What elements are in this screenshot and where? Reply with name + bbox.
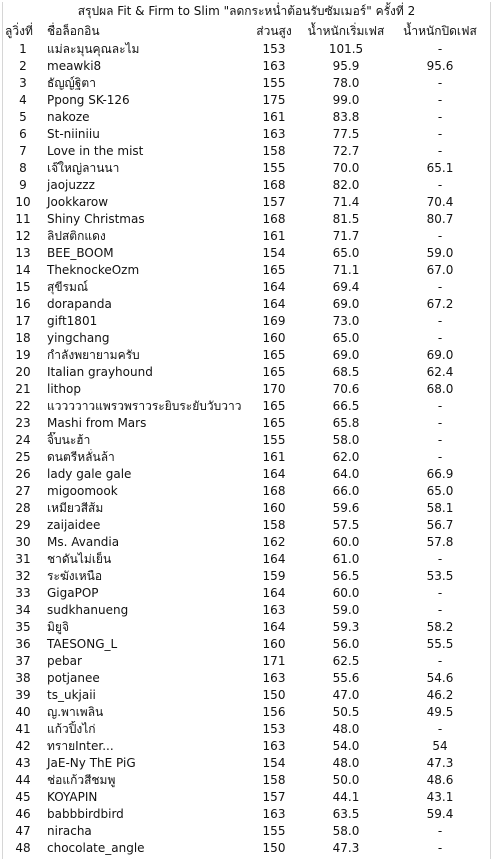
end-weight-cell: 55.5 [426,637,454,651]
start-weight-cell: 60.0 [332,535,360,549]
page-title: สรุปผล Fit & Firm to Slim "ลดกระหน่ำต้อนรับซัมเมอร์" ครั้งที่ 2 [77,4,416,18]
rank-cell: 41 [15,722,31,736]
end-weight-cell: 58.1 [426,501,454,515]
start-weight-cell: 48.0 [332,722,360,736]
end-weight-cell: - [437,127,443,141]
height-cell: 158 [262,144,286,158]
table-row [3,143,491,160]
name-cell: St-niiniiu [47,127,100,141]
table-row [3,823,491,840]
name-cell: yingchang [47,331,110,345]
table-row [3,602,491,619]
start-weight-cell: 69.4 [332,280,360,294]
end-weight-cell: - [437,433,443,447]
height-cell: 155 [262,433,286,447]
table-row [3,704,491,721]
height-cell: 156 [262,705,286,719]
height-cell: 165 [262,365,286,379]
rank-cell: 13 [15,246,31,260]
table-row [3,568,491,585]
rank-cell: 27 [15,484,31,498]
rank-cell: 11 [15,212,31,226]
start-weight-cell: 47.3 [332,841,360,855]
start-weight-cell: 58.0 [332,824,360,838]
name-cell: niracha [47,824,92,838]
table-row [3,75,491,92]
end-weight-cell: - [437,42,443,56]
header-height: ส่วนสูง [256,24,292,38]
end-weight-cell: - [437,450,443,464]
start-weight-cell: 50.5 [332,705,360,719]
rank-cell: 29 [15,518,31,532]
end-weight-cell: 70.4 [426,195,454,209]
table-row [3,840,491,857]
rank-cell: 40 [15,705,31,719]
rank-cell: 16 [15,297,31,311]
table-row [3,41,491,58]
rank-cell: 26 [15,467,31,481]
name-cell: แม่ละมุนคุณละไม [47,42,140,56]
name-cell: Love in the mist [47,144,144,158]
height-cell: 154 [262,756,286,770]
height-cell: 169 [262,314,286,328]
table-row [3,262,491,279]
height-cell: 155 [262,824,286,838]
start-weight-cell: 59.0 [332,603,360,617]
name-cell: jaojuzzz [47,178,95,192]
table-row [3,772,491,789]
end-weight-cell: - [437,603,443,617]
table-row [3,721,491,738]
rank-cell: 6 [19,127,27,141]
height-cell: 150 [262,841,286,855]
name-cell: สุขีรมณ์ [47,280,89,294]
name-cell: GigaPOP [47,586,99,600]
table-row [3,160,491,177]
table-row [3,228,491,245]
rank-cell: 28 [15,501,31,515]
start-weight-cell: 59.3 [332,620,360,634]
rank-cell: 8 [19,161,27,175]
rank-cell: 47 [15,824,31,838]
name-cell: กำลังพยายามครับ [47,348,140,362]
name-cell: ระฆังเหนือ [47,569,103,583]
start-weight-cell: 60.0 [332,586,360,600]
height-cell: 154 [262,246,286,260]
rank-cell: 5 [19,110,27,124]
name-cell: แก้วปิ้งไก่ [47,722,96,736]
name-cell: ช่อแก้วสีชมพู [47,773,116,787]
end-weight-cell: - [437,314,443,328]
height-cell: 160 [262,331,286,345]
start-weight-cell: 77.5 [332,127,360,141]
name-cell: Ms. Avandia [47,535,120,549]
height-cell: 161 [262,229,286,243]
rank-cell: 18 [15,331,31,345]
name-cell: มิยูจิ [47,620,69,634]
height-cell: 170 [262,382,286,396]
end-weight-cell: - [437,722,443,736]
rank-cell: 44 [15,773,31,787]
height-cell: 163 [262,59,286,73]
table-row [3,670,491,687]
name-cell: Italian grayhound [47,365,153,379]
start-weight-cell: 82.0 [332,178,360,192]
end-weight-cell: - [437,654,443,668]
name-cell: Mashi from Mars [47,416,147,430]
height-cell: 168 [262,484,286,498]
name-cell: sudkhanueng [47,603,129,617]
name-cell: BEE_BOOM [47,246,114,260]
start-weight-cell: 72.7 [332,144,360,158]
name-cell: Ppong SK-126 [47,93,130,107]
table-row [3,466,491,483]
rank-cell: 48 [15,841,31,855]
header-rank: ลูวิ่งที่ [5,24,33,38]
name-cell: nakoze [47,110,90,124]
start-weight-cell: 63.5 [332,807,360,821]
results-table [3,21,491,857]
name-cell: KOYAPIN [47,790,98,804]
height-cell: 162 [262,535,286,549]
height-cell: 161 [262,110,286,124]
height-cell: 159 [262,569,286,583]
rank-cell: 3 [19,76,27,90]
height-cell: 153 [262,42,286,56]
height-cell: 160 [262,637,286,651]
height-cell: 157 [262,790,286,804]
end-weight-cell: 57.8 [426,535,454,549]
start-weight-cell: 58.0 [332,433,360,447]
table-row [3,92,491,109]
name-cell: ทรายInter... [47,739,114,753]
rank-cell: 22 [15,399,31,413]
name-cell: Jookkarow [47,195,109,209]
rank-cell: 14 [15,263,31,277]
rank-cell: 42 [15,739,31,753]
name-cell: zaijaidee [47,518,101,532]
start-weight-cell: 73.0 [332,314,360,328]
height-cell: 164 [262,552,286,566]
rank-cell: 30 [15,535,31,549]
start-weight-cell: 78.0 [332,76,360,90]
table-row [3,126,491,143]
table-row [3,109,491,126]
start-weight-cell: 69.0 [332,348,360,362]
end-weight-cell: 54.6 [426,671,454,685]
rank-cell: 35 [15,620,31,634]
rank-cell: 17 [15,314,31,328]
start-weight-cell: 48.0 [332,756,360,770]
end-weight-cell: 62.4 [426,365,454,379]
rank-cell: 20 [15,365,31,379]
end-weight-cell: - [437,331,443,345]
height-cell: 164 [262,297,286,311]
table-row [3,58,491,75]
name-cell: dorapanda [47,297,112,311]
rank-cell: 10 [15,195,31,209]
start-weight-cell: 71.4 [332,195,360,209]
name-cell: lady gale gale [47,467,132,481]
name-cell: เหมียวสีส้ม [47,501,104,515]
start-weight-cell: 47.0 [332,688,360,702]
start-weight-cell: 95.9 [332,59,360,73]
height-cell: 161 [262,450,286,464]
table-row [3,313,491,330]
height-cell: 163 [262,603,286,617]
height-cell: 168 [262,212,286,226]
end-weight-cell: 58.2 [426,620,454,634]
start-weight-cell: 71.7 [332,229,360,243]
start-weight-cell: 66.5 [332,399,360,413]
rank-cell: 39 [15,688,31,702]
end-weight-cell: 47.3 [426,756,454,770]
table-row [3,653,491,670]
start-weight-cell: 44.1 [332,790,360,804]
rank-cell: 38 [15,671,31,685]
end-weight-cell: - [437,586,443,600]
table-row [3,296,491,313]
height-cell: 165 [262,348,286,362]
start-weight-cell: 66.0 [332,484,360,498]
table-row [3,755,491,772]
name-cell: Shiny Christmas [47,212,145,226]
name-cell: chocolate_angle [47,841,145,855]
height-cell: 164 [262,620,286,634]
table-row [3,500,491,517]
table-row [3,381,491,398]
start-weight-cell: 69.0 [332,297,360,311]
table-row [3,364,491,381]
height-cell: 163 [262,671,286,685]
start-weight-cell: 65.0 [332,246,360,260]
name-cell: meawki8 [47,59,102,73]
end-weight-cell: 48.6 [426,773,454,787]
table-row [3,330,491,347]
name-cell: ธัญญ์ฐิตา [47,76,96,90]
table-row [3,398,491,415]
end-weight-cell: 67.0 [426,263,454,277]
end-weight-cell: - [437,229,443,243]
start-weight-cell: 62.5 [332,654,360,668]
rank-cell: 31 [15,552,31,566]
name-cell: แววววาวแพรวพราวระยิบระยับวับวาว [47,399,242,413]
name-cell: ญ.พาเพลิน [47,705,104,719]
height-cell: 165 [262,416,286,430]
height-cell: 155 [262,76,286,90]
name-cell: TheknockeOzm [47,263,140,277]
header-start-weight: น้ำหนักเริ่มเฟส [307,24,385,38]
rank-cell: 45 [15,790,31,804]
rank-cell: 32 [15,569,31,583]
end-weight-cell: 95.6 [426,59,454,73]
end-weight-cell: - [437,76,443,90]
start-weight-cell: 55.6 [332,671,360,685]
end-weight-cell: 80.7 [426,212,454,226]
end-weight-cell: 69.0 [426,348,454,362]
start-weight-cell: 57.5 [332,518,360,532]
end-weight-cell: - [437,110,443,124]
rank-cell: 24 [15,433,31,447]
height-cell: 155 [262,161,286,175]
name-cell: ดนตรีหลั่นล้า [47,450,115,464]
end-weight-cell: 65.1 [426,161,454,175]
table-row [3,806,491,823]
table-row [3,585,491,602]
end-weight-cell: - [437,416,443,430]
start-weight-cell: 83.8 [332,110,360,124]
height-cell: 163 [262,807,286,821]
height-cell: 175 [262,93,286,107]
rank-cell: 34 [15,603,31,617]
name-cell: pebar [47,654,82,668]
end-weight-cell: 59.4 [426,807,454,821]
height-cell: 157 [262,195,286,209]
start-weight-cell: 81.5 [332,212,360,226]
start-weight-cell: 61.0 [332,552,360,566]
start-weight-cell: 65.8 [332,416,360,430]
end-weight-cell: - [437,552,443,566]
rank-cell: 7 [19,144,27,158]
end-weight-cell: 67.2 [426,297,454,311]
height-cell: 165 [262,263,286,277]
end-weight-cell: - [437,824,443,838]
end-weight-cell: - [437,93,443,107]
rank-cell: 12 [15,229,31,243]
start-weight-cell: 99.0 [332,93,360,107]
table-row [3,449,491,466]
results-sheet [2,2,491,859]
name-cell: ลิปสติกแดง [47,229,106,243]
table-row [3,279,491,296]
table-row [3,551,491,568]
table-row [3,211,491,228]
name-cell: gift1801 [47,314,98,328]
rank-cell: 25 [15,450,31,464]
table-row [3,415,491,432]
name-cell: lithop [47,382,81,396]
end-weight-cell: 56.7 [426,518,454,532]
name-cell: migoomook [47,484,118,498]
rank-cell: 15 [15,280,31,294]
start-weight-cell: 68.5 [332,365,360,379]
table-row [3,245,491,262]
table-row [3,636,491,653]
height-cell: 163 [262,739,286,753]
table-body [3,41,491,857]
end-weight-cell: - [437,399,443,413]
header-row [3,21,491,41]
end-weight-cell: - [437,178,443,192]
rank-cell: 36 [15,637,31,651]
height-cell: 164 [262,467,286,481]
start-weight-cell: 56.5 [332,569,360,583]
table-row [3,432,491,449]
table-row [3,534,491,551]
end-weight-cell: 53.5 [426,569,454,583]
start-weight-cell: 71.1 [332,263,360,277]
end-weight-cell: 66.9 [426,467,454,481]
end-weight-cell: 49.5 [426,705,454,719]
start-weight-cell: 64.0 [332,467,360,481]
rank-cell: 4 [19,93,27,107]
end-weight-cell: 68.0 [426,382,454,396]
name-cell: TAESONG_L [47,637,118,651]
start-weight-cell: 70.6 [332,382,360,396]
height-cell: 160 [262,501,286,515]
table-row [3,619,491,636]
end-weight-cell: - [437,280,443,294]
rank-cell: 19 [15,348,31,362]
start-weight-cell: 50.0 [332,773,360,787]
rank-cell: 23 [15,416,31,430]
table-row [3,194,491,211]
name-cell: babbbirdbird [47,807,124,821]
start-weight-cell: 59.6 [332,501,360,515]
name-cell: จิ๊บนะฮ้า [47,433,91,447]
table-row [3,517,491,534]
start-weight-cell: 56.0 [332,637,360,651]
end-weight-cell: 59.0 [426,246,454,260]
table-row [3,347,491,364]
table-row [3,789,491,806]
height-cell: 158 [262,773,286,787]
start-weight-cell: 65.0 [332,331,360,345]
rank-cell: 37 [15,654,31,668]
name-cell: JaE-Ny ThE PiG [47,756,136,770]
height-cell: 165 [262,399,286,413]
height-cell: 163 [262,127,286,141]
height-cell: 158 [262,518,286,532]
height-cell: 171 [262,654,286,668]
end-weight-cell: - [437,144,443,158]
header-end-weight: น้ำหนักปิดเฟส [403,24,477,38]
height-cell: 168 [262,178,286,192]
table-row [3,483,491,500]
name-cell: ชาดันไม่เย็น [47,552,112,566]
table-row [3,687,491,704]
rank-cell: 43 [15,756,31,770]
rank-cell: 21 [15,382,31,396]
start-weight-cell: 70.0 [332,161,360,175]
table-row [3,177,491,194]
rank-cell: 46 [15,807,31,821]
name-cell: เจ๊ใหญ่ลานนา [47,161,120,175]
rank-cell: 9 [19,178,27,192]
end-weight-cell: 65.0 [426,484,454,498]
height-cell: 150 [262,688,286,702]
height-cell: 153 [262,722,286,736]
rank-cell: 33 [15,586,31,600]
rank-cell: 1 [19,42,27,56]
end-weight-cell: - [437,841,443,855]
table-row [3,738,491,755]
end-weight-cell: 43.1 [426,790,454,804]
end-weight-cell: 46.2 [426,688,454,702]
header-name: ชื่อล็อกอิน [47,24,100,38]
name-cell: ts_ukjaii [47,688,96,702]
rank-cell: 2 [19,59,27,73]
end-weight-cell: 54 [432,739,448,753]
height-cell: 164 [262,280,286,294]
start-weight-cell: 101.5 [328,42,364,56]
name-cell: potjanee [47,671,100,685]
start-weight-cell: 62.0 [332,450,360,464]
height-cell: 164 [262,586,286,600]
start-weight-cell: 54.0 [332,739,360,753]
